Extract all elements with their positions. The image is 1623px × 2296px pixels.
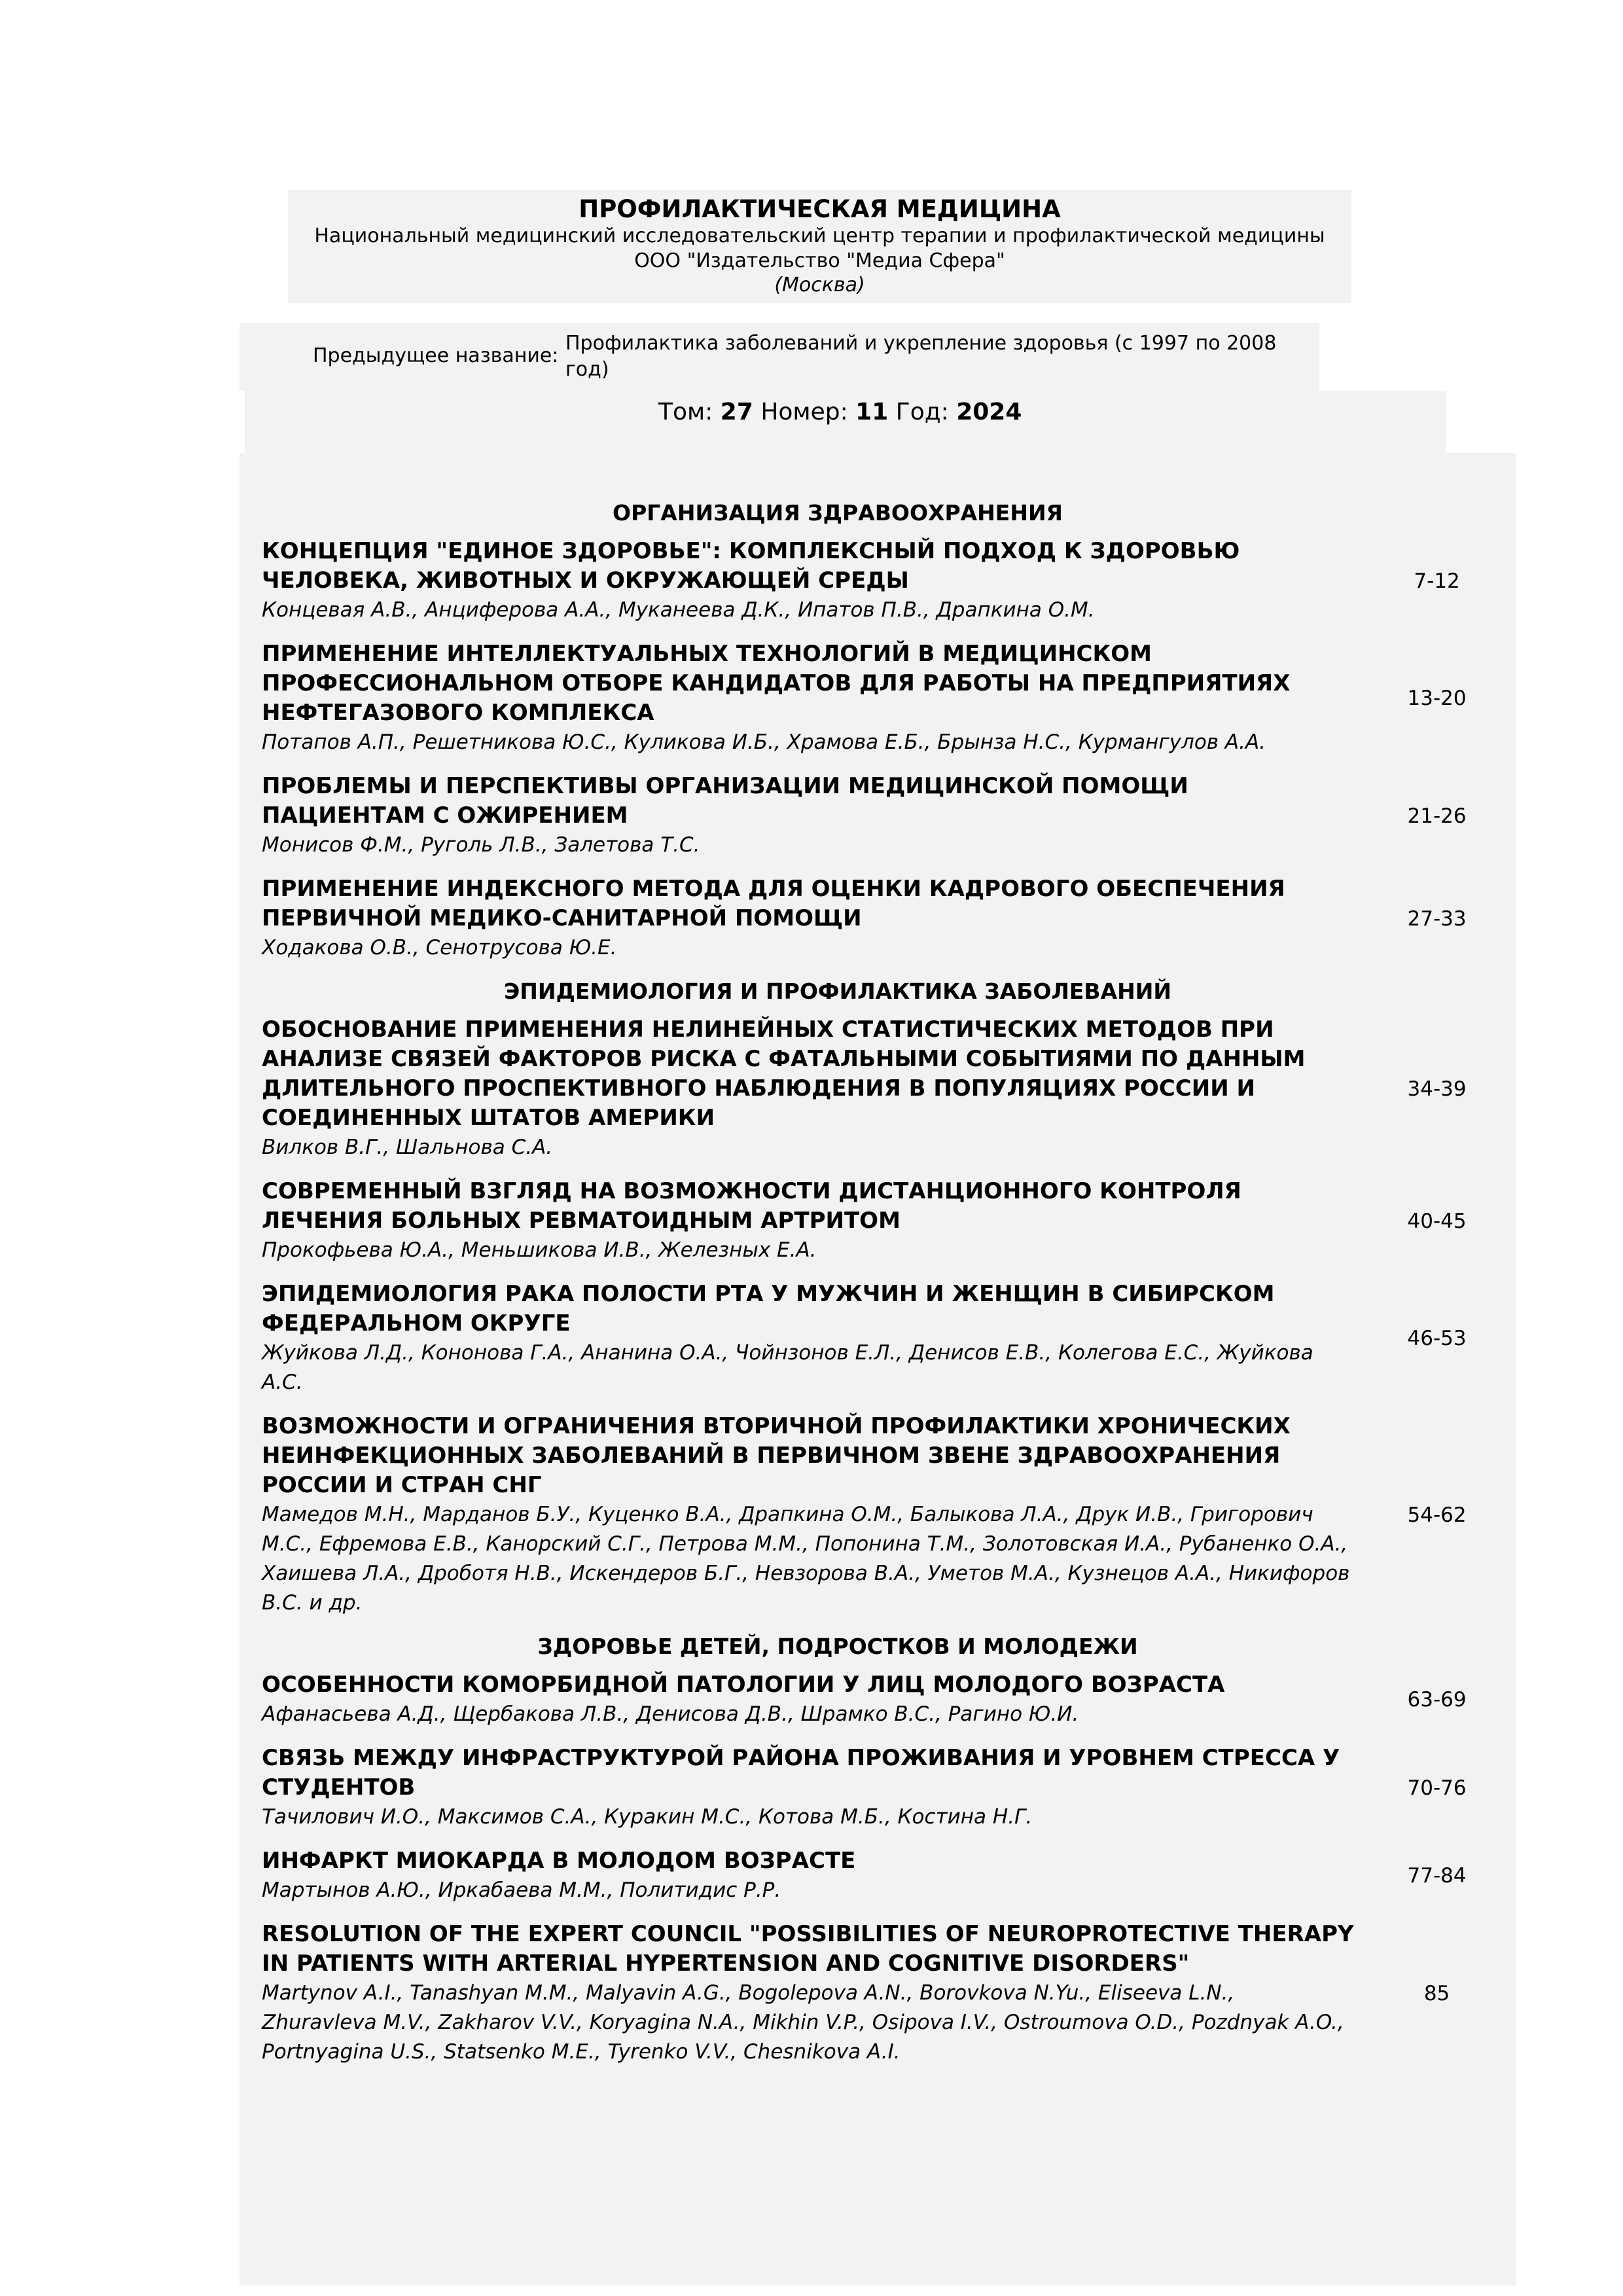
article-title[interactable]: ВОЗМОЖНОСТИ И ОГРАНИЧЕНИЯ ВТОРИЧНОЙ ПРОФИЛАКТИКИ ХРОНИЧЕСКИХ НЕИНФЕКЦИОННЫХ ЗАБОЛЕВАНИЙ В ПЕРВИЧНОМ ЗВЕНЕ ЗДРАВООХРАНЕНИЯ РОССИИ И СТРАН СНГ [262, 1413, 1291, 1498]
article-title[interactable]: СОВРЕМЕННЫЙ ВЗГЛЯД НА ВОЗМОЖНОСТИ ДИСТАНЦИОННОГО КОНТРОЛЯ ЛЕЧЕНИЯ БОЛЬНЫХ РЕВМАТОИДНЫМ АРТРИТОМ [262, 1178, 1241, 1234]
article-pages: 21-26 [1407, 804, 1467, 828]
article-title[interactable]: ПРИМЕНЕНИЕ ИНТЕЛЛЕКТУАЛЬНЫХ ТЕХНОЛОГИЙ В МЕДИЦИНСКОМ ПРОФЕССИОНАЛЬНОМ ОТБОРЕ КАНДИДАТОВ ДЛЯ РАБОТЫ НА ПРЕДПРИЯТИЯХ НЕФТЕГАЗОВОГО КОМПЛЕКСА [262, 641, 1291, 726]
article-pages: 40-45 [1407, 1209, 1467, 1233]
year-value: 2024 [956, 399, 1022, 425]
year-label: Год: [895, 399, 949, 425]
article-entry[interactable] [262, 1280, 1505, 1397]
previous-title-value: Профилактика заболеваний и укрепление здоровья (с 1997 по 2008 год) [565, 332, 1277, 381]
article-title[interactable]: СВЯЗЬ МЕЖДУ ИНФРАСТРУКТУРОЙ РАЙОНА ПРОЖИВАНИЯ И УРОВНЕМ СТРЕССА У СТУДЕНТОВ [262, 1745, 1340, 1801]
journal-header [288, 190, 1351, 303]
article-authors: Martynov A.I., Tanashyan M.M., Malyavin A.G., Bogolepova A.N., Borovkova N.Yu., Eliseeva L.N., Zhuravleva M.V., Zakharov V.V., Koryagina N.A., Mikhin V.P., Osipova I.V., Ostroumova O.D., Pozdnyak A.O., Portnyagina U.S., Statsenko M.E., Tyrenko V.V., Chesnikova A.I. [262, 1981, 1344, 2064]
article-pages: 46-53 [1407, 1327, 1467, 1350]
article-authors: Афанасьева А.Д., Щербакова Л.В., Денисова Д.В., Шрамко В.С., Рагино Ю.И. [262, 1702, 1079, 1726]
table-of-contents [262, 496, 1505, 2081]
article-pages: 13-20 [1407, 687, 1467, 710]
article-title[interactable]: ОБОСНОВАНИЕ ПРИМЕНЕНИЯ НЕЛИНЕЙНЫХ СТАТИСТИЧЕСКИХ МЕТОДОВ ПРИ АНАЛИЗЕ СВЯЗЕЙ ФАКТОРОВ РИСКА С ФАТАЛЬНЫМИ СОБЫТИЯМИ ПО ДАННЫМ ДЛИТЕЛЬНОГО ПРОСПЕКТИВНОГО НАБЛЮДЕНИЯ В ПОПУЛЯЦИЯХ РОССИИ И СОЕДИНЕННЫХ ШТАТОВ АМЕРИКИ [262, 1016, 1306, 1131]
number-value: 11 [855, 399, 889, 425]
article-pages: 34-39 [1407, 1077, 1467, 1101]
article-title[interactable]: ОСОБЕННОСТИ КОМОРБИДНОЙ ПАТОЛОГИИ У ЛИЦ МОЛОДОГО ВОЗРАСТА [262, 1672, 1225, 1698]
article-entry[interactable] [262, 1412, 1505, 1618]
volume-value: 27 [720, 399, 753, 425]
publisher-name: ООО "Издательство "Медиа Сфера" [634, 249, 1005, 272]
volume-label: Том: [658, 399, 713, 425]
article-entry[interactable] [262, 874, 1505, 963]
article-title[interactable]: ПРОБЛЕМЫ И ПЕРСПЕКТИВЫ ОРГАНИЗАЦИИ МЕДИЦИНСКОЙ ПОМОЩИ ПАЦИЕНТАМ С ОЖИРЕНИЕМ [262, 773, 1188, 829]
section-title: ЗДОРОВЬЕ ДЕТЕЙ, ПОДРОСТКОВ И МОЛОДЕЖИ [537, 1634, 1138, 1659]
publisher-city: (Москва) [774, 274, 865, 296]
issue-info [245, 391, 1446, 453]
article-authors: Тачилович И.О., Максимов С.А., Куракин М.С., Котова М.Б., Костина Н.Г. [262, 1805, 1033, 1829]
article-entry[interactable] [262, 639, 1505, 757]
article-pages: 7-12 [1414, 569, 1460, 593]
article-title[interactable]: КОНЦЕПЦИЯ "ЕДИНОЕ ЗДОРОВЬЕ": КОМПЛЕКСНЫЙ ПОДХОД К ЗДОРОВЬЮ ЧЕЛОВЕКА, ЖИВОТНЫХ И ОКРУЖАЮЩЕЙ СРЕДЫ [262, 538, 1240, 594]
article-pages: 70-76 [1407, 1776, 1467, 1800]
article-entry[interactable] [262, 1015, 1505, 1162]
article-authors: Жуйкова Л.Д., Кононова Г.А., Ананина О.А., Чойнзонов Е.Л., Денисов Е.В., Колегова Е.С., Жуйкова А.С. [262, 1341, 1313, 1394]
issue-line [658, 399, 1022, 425]
article-entry[interactable] [262, 772, 1505, 860]
article-pages: 27-33 [1407, 906, 1467, 931]
organization-name: Национальный медицинский исследовательский центр терапии и профилактической медицины [314, 224, 1325, 247]
article-authors: Монисов Ф.М., Руголь Л.В., Залетова Т.С. [262, 833, 700, 857]
article-pages: 85 [1423, 1981, 1450, 2005]
article-entry[interactable] [262, 1920, 1505, 2067]
article-entry[interactable] [262, 537, 1505, 625]
section-title: ОРГАНИЗАЦИЯ ЗДРАВООХРАНЕНИЯ [613, 500, 1063, 526]
previous-title-label: Предыдущее название: [313, 344, 559, 367]
number-label: Номер: [760, 399, 848, 425]
previous-title-box [240, 323, 1319, 391]
article-title[interactable]: RESOLUTION OF THE EXPERT COUNCIL "POSSIBILITIES OF NEUROPROTECTIVE THERAPY IN PATIENTS WITH ARTERIAL HYPERTENSION AND COGNITIVE DISORDERS" [262, 1921, 1354, 1977]
journal-title: ПРОФИЛАКТИЧЕСКАЯ МЕДИЦИНА [579, 195, 1061, 223]
article-authors: Ходакова О.В., Сенотрусова Ю.Е. [262, 936, 617, 960]
article-entry[interactable] [262, 1670, 1505, 1729]
article-authors: Концевая А.В., Анциферова А.А., Муканеева Д.К., Ипатов П.В., Драпкина О.М. [262, 598, 1095, 622]
article-authors: Вилков В.Г., Шальнова С.А. [262, 1136, 553, 1159]
article-authors: Мартынов А.Ю., Иркабаева М.М., Политидис Р.Р. [262, 1878, 781, 1902]
article-authors: Прокофьева Ю.А., Меньшикова И.В., Железных Е.А. [262, 1238, 817, 1262]
article-pages: 77-84 [1407, 1864, 1467, 1888]
article-entry[interactable] [262, 1744, 1505, 1832]
article-entry[interactable] [262, 1177, 1505, 1265]
article-authors: Потапов А.П., Решетникова Ю.С., Куликова И.Б., Храмова Е.Б., Брынза Н.С., Курмангулов А.А. [262, 730, 1266, 754]
section-title: ЭПИДЕМИОЛОГИЯ И ПРОФИЛАКТИКА ЗАБОЛЕВАНИЙ [504, 978, 1171, 1004]
article-entry[interactable] [262, 1846, 1505, 1905]
article-pages: 63-69 [1407, 1688, 1467, 1712]
article-title[interactable]: ПРИМЕНЕНИЕ ИНДЕКСНОГО МЕТОДА ДЛЯ ОЦЕНКИ КАДРОВОГО ОБЕСПЕЧЕНИЯ ПЕРВИЧНОЙ МЕДИКО-САНИТАРНОЙ ПОМОЩИ [262, 876, 1285, 931]
article-title[interactable]: ИНФАРКТ МИОКАРДА В МОЛОДОМ ВОЗРАСТЕ [262, 1848, 856, 1874]
article-authors: Мамедов М.Н., Марданов Б.У., Куценко В.А., Драпкина О.М., Балыкова Л.А., Друк И.В., Григорович М.С., Ефремова Е.В., Канорский С.Г., Петрова М.М., Попонина Т.М., Золотовская И.А., Рубаненко О.А., Хаишева Л.А., Дроботя Н.В., Искендеров Б.Г., Невзорова В.А., Уметов М.А., Кузнецов А.А., Никифоров В.С. и др. [262, 1503, 1350, 1615]
article-title[interactable]: ЭПИДЕМИОЛОГИЯ РАКА ПОЛОСТИ РТА У МУЖЧИН И ЖЕНЩИН В СИБИРСКОМ ФЕДЕРАЛЬНОМ ОКРУГЕ [262, 1281, 1275, 1336]
article-pages: 54-62 [1407, 1503, 1467, 1527]
